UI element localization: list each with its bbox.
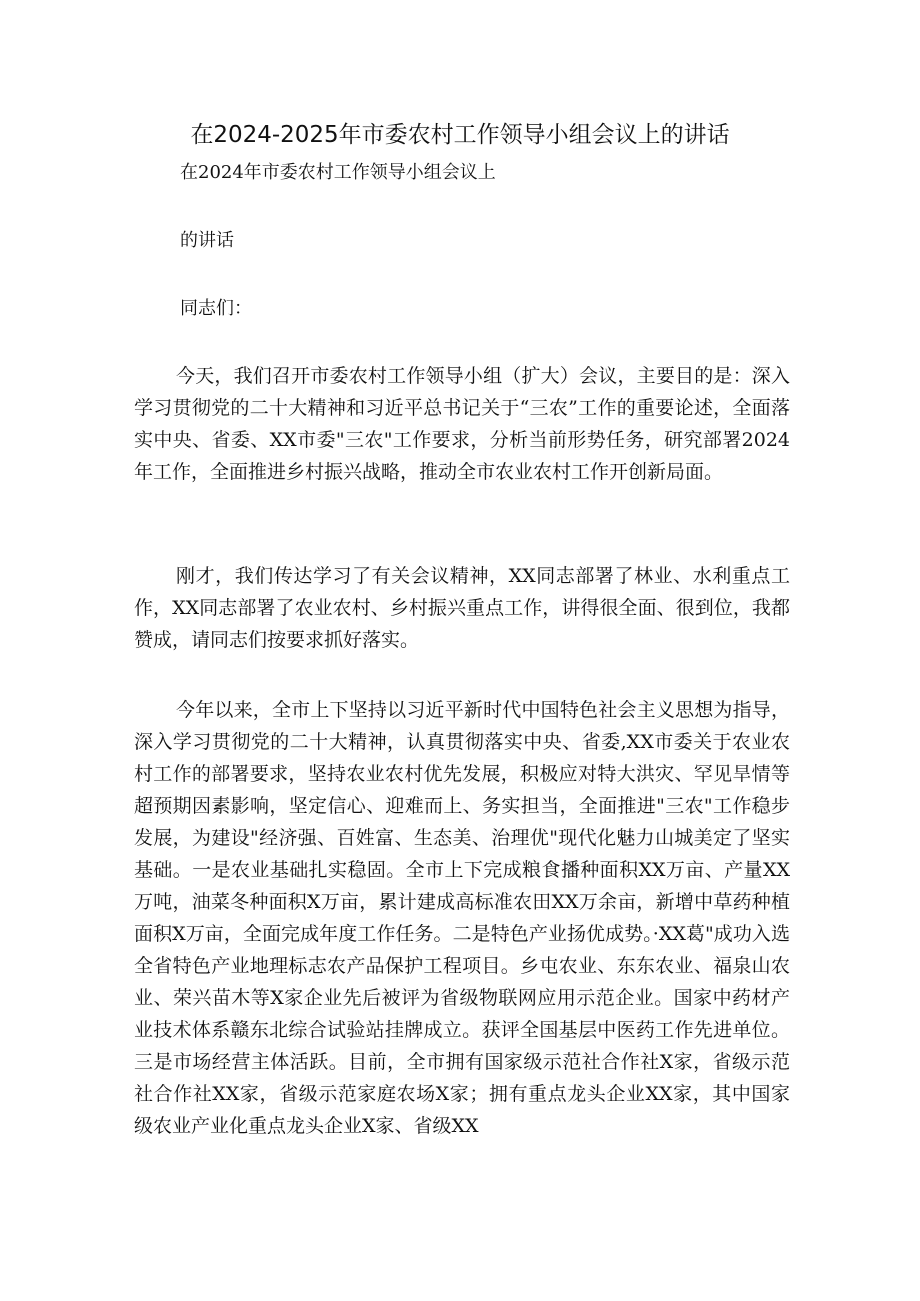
paragraph: 刚才，我们传达学习了有关会议精神，XX同志部署了林业、水利重点工作，XX同志部署了农业农村、乡村振兴重点工作，讲得很全面、很到位，我都赞成，请同志们按要求抓好落实。 (134, 565, 790, 651)
subtitle-line-2: 的讲话 (180, 230, 234, 251)
subtitle-line-1: 在2024年市委农村工作领导小组会议上 (180, 162, 496, 183)
paragraph: 今年以来，全市上下坚持以习近平新时代中国特色社会主义思想为指导，深入学习贯彻党的二十大精神，认真贯彻落实中央、省委,XX市委关于农业农村工作的部署要求，坚持农业农村优先发展，积极应对特大洪灾、罕见旱情等超预期因素影响，坚定信心、迎难而上、务实担当，全面推进"三农"工作稳步发展，为建设"经济强、百姓富、生态美、治理优"现代化魅力山城美定了坚实基础。一是农业基础扎实稳固。全市上下完成粮食播种面积XX万亩、产量XX万吨，油菜冬种面积X万亩，累计建成高标准农田XX万余亩，新增中草药种植面积X万亩，全面完成年度工作任务。二是特色产业扬优成势。·XX葛"成功入选全省特色产业地理标志农产品保护工程项目。乡屯农业、东东农业、福泉山农业、荣兴苗木等X家企业先后被评为省级物联网应用示范企业。国家中药材产业技术体系赣东北综合试验站挂牌成立。获评全国基层中医药工作先进单位。三是市场经营主体活跃。目前，全市拥有国家级示范社合作社X家，省级示范社合作社XX家，省级示范家庭农场X家；拥有重点龙头企业XX家，其中国家级农业产业化重点龙头企业X家、省级XX (134, 699, 790, 1137)
salutation: 同志们： (180, 298, 252, 319)
document-title: 在2024-2025年市委农村工作领导小组会议上的讲话 (190, 122, 730, 148)
paragraph: 今天，我们召开市委农村工作领导小组（扩大）会议，主要目的是：深入学习贯彻党的二十大精神和习近平总书记关于“三农”工作的重要论述，全面落实中央、省委、XX市委"三农"工作要求，分析当前形势任务，研究部署2024年工作，全面推进乡村振兴战略，推动全市农业农村工作开创新局面。 (134, 365, 790, 483)
